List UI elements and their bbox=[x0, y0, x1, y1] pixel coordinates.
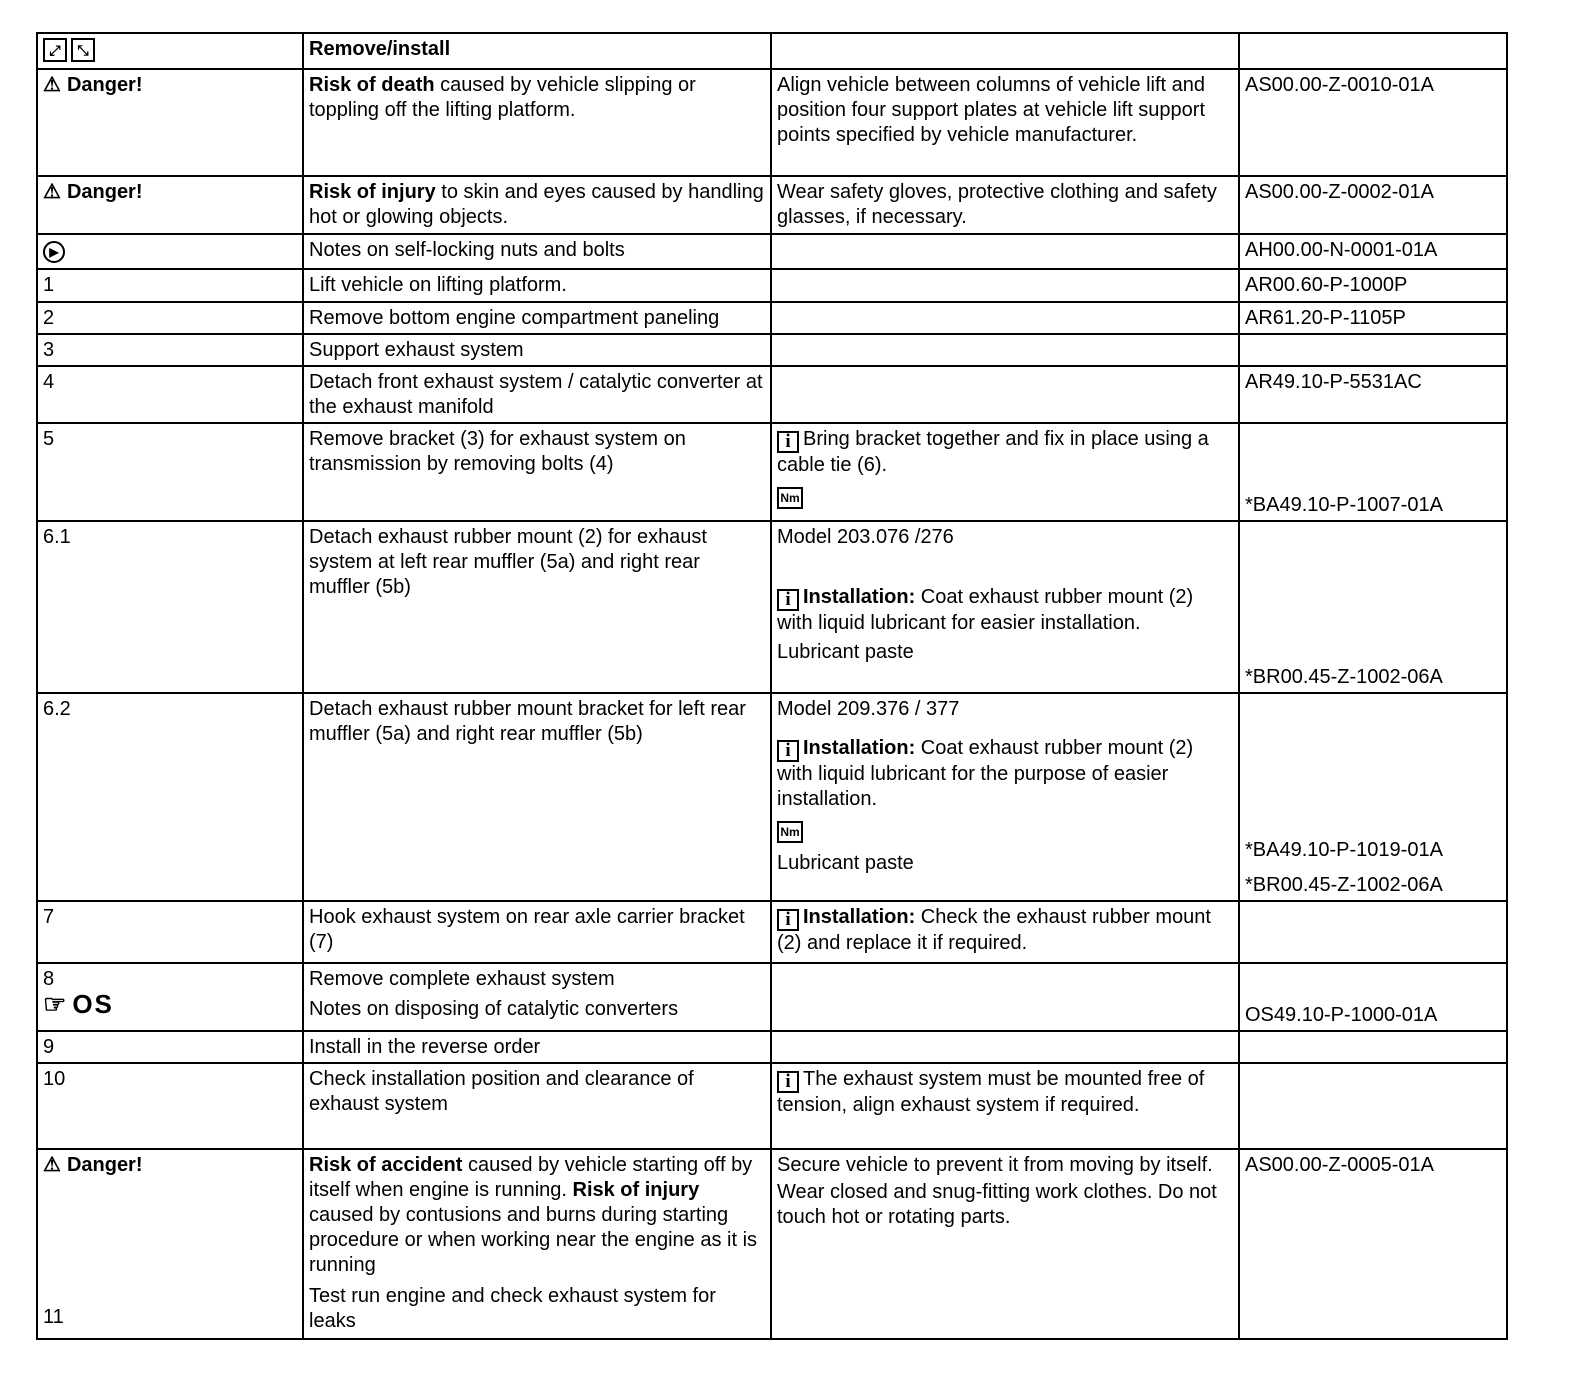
step-number: 4 bbox=[37, 366, 303, 423]
warning-triangle-icon: ⚠ bbox=[43, 74, 61, 96]
step-text: Install in the reverse order bbox=[303, 1031, 771, 1063]
step-text: Detach front exhaust system / catalytic converter at the exhaust manifold bbox=[303, 366, 771, 423]
table-row bbox=[37, 521, 1507, 693]
step-number: 2 bbox=[37, 302, 303, 334]
document-link[interactable]: *BA49.10-P-1019-01A bbox=[1245, 839, 1443, 861]
page-title: Remove/install bbox=[309, 38, 451, 60]
step-number: 10 bbox=[37, 1063, 303, 1149]
step-text: Remove bracket (3) for exhaust system on transmission by removing bolts (4) bbox=[303, 423, 771, 521]
document-link[interactable]: AS00.00-Z-0005-01A bbox=[1245, 1154, 1435, 1176]
os-text: Notes on disposing of catalytic converters bbox=[309, 998, 679, 1020]
lubricant-label: Lubricant paste bbox=[777, 641, 914, 663]
step-text: Lift vehicle on lifting platform. bbox=[303, 269, 771, 302]
table-header-row bbox=[37, 33, 1507, 69]
step-number: 6.1 bbox=[37, 521, 303, 693]
bolt-note-icon: ▶ bbox=[43, 241, 65, 263]
info-title: Installation: bbox=[803, 586, 916, 608]
info-icon: i bbox=[777, 740, 799, 762]
document-link[interactable]: AR61.20-P-1105P bbox=[1245, 307, 1406, 329]
model-label: Model 209.376 / 377 bbox=[777, 698, 960, 720]
info-text: Bring bracket together and fix in place using a cable tie (6). bbox=[777, 428, 1209, 476]
step-text: Remove bottom engine compartment paneling bbox=[303, 302, 771, 334]
info-icon: i bbox=[777, 589, 799, 611]
os-reference bbox=[43, 989, 297, 1019]
step-number: 7 bbox=[37, 901, 303, 963]
step-number: 8 bbox=[43, 968, 55, 990]
step-text: Detach exhaust rubber mount bracket for left rear muffler (5a) and right rear muffler (5b) bbox=[303, 693, 771, 901]
table-row bbox=[37, 366, 1507, 423]
table-row bbox=[37, 1031, 1507, 1063]
info-title: Installation: bbox=[803, 906, 916, 928]
risk-title: Risk of accident bbox=[309, 1154, 463, 1176]
danger-label: Danger! bbox=[66, 181, 143, 203]
table-row bbox=[37, 963, 1507, 1031]
risk-text: caused by vehicle slipping or toppling off the lifting platform. bbox=[309, 74, 696, 121]
table-row bbox=[37, 693, 1507, 901]
risk-text: caused by contusions and burns during starting procedure or when working near the engine as it is running bbox=[309, 1204, 758, 1276]
step-number: 9 bbox=[37, 1031, 303, 1063]
info-icon: i bbox=[777, 431, 799, 453]
action-text: Align vehicle between columns of vehicle lift and position four support plates at vehicle lift support points specified by vehicle manufacturer. bbox=[771, 69, 1239, 176]
table-row bbox=[37, 234, 1507, 269]
document-link[interactable]: *BA49.10-P-1007-01A bbox=[1245, 494, 1443, 516]
risk-text: to skin and eyes caused by handling hot or glowing objects. bbox=[309, 181, 764, 228]
document-link[interactable]: OS49.10-P-1000-01A bbox=[1245, 1004, 1438, 1026]
risk-title: Risk of death bbox=[309, 74, 435, 96]
collapse-icon[interactable]: ⤡ bbox=[71, 38, 95, 62]
info-text: The exhaust system must be mounted free of tension, align exhaust system if required. bbox=[777, 1068, 1205, 1116]
table-row bbox=[37, 269, 1507, 302]
step-text: Detach exhaust rubber mount (2) for exhaust system at left rear muffler (5a) and right rear muffler (5b) bbox=[303, 521, 771, 693]
action-text: Secure vehicle to prevent it from moving by itself. bbox=[777, 1154, 1213, 1176]
risk-title: Risk of injury bbox=[309, 181, 436, 203]
table-row bbox=[37, 423, 1507, 521]
info-icon: i bbox=[777, 909, 799, 931]
step-text: Notes on self-locking nuts and bolts bbox=[303, 234, 771, 269]
torque-icon: Nm bbox=[777, 487, 803, 509]
table-row bbox=[37, 69, 1507, 176]
document-link[interactable]: *BR00.45-Z-1002-06A bbox=[1245, 874, 1443, 896]
document-link[interactable]: AH00.00-N-0001-01A bbox=[1245, 239, 1438, 261]
step-text: Remove complete exhaust system bbox=[309, 968, 615, 990]
step-text: Check installation position and clearance of exhaust system bbox=[303, 1063, 771, 1149]
step-number: 6.2 bbox=[37, 693, 303, 901]
warning-triangle-icon: ⚠ bbox=[43, 1154, 61, 1176]
document-link[interactable]: AR00.60-P-1000P bbox=[1245, 274, 1408, 296]
risk-text: caused by vehicle starting off by itself when engine is running. bbox=[309, 1154, 753, 1201]
step-text: Hook exhaust system on rear axle carrier bracket (7) bbox=[303, 901, 771, 963]
step-number: 3 bbox=[37, 334, 303, 366]
procedure-table bbox=[36, 32, 1508, 1340]
step-number: 1 bbox=[37, 269, 303, 302]
document-link[interactable]: *BR00.45-Z-1002-06A bbox=[1245, 666, 1443, 688]
info-text: Coat exhaust rubber mount (2) with liquid lubricant for easier installation. bbox=[777, 586, 1194, 634]
table-row bbox=[37, 302, 1507, 334]
danger-label: Danger! bbox=[66, 74, 143, 96]
document-link[interactable]: AS00.00-Z-0002-01A bbox=[1245, 181, 1435, 203]
table-row bbox=[37, 334, 1507, 366]
action-text: Wear safety gloves, protective clothing and safety glasses, if necessary. bbox=[771, 176, 1239, 234]
step-number: 11 bbox=[43, 1306, 64, 1328]
step-number: 5 bbox=[37, 423, 303, 521]
step-text: Test run engine and check exhaust system for leaks bbox=[309, 1285, 716, 1332]
torque-icon: Nm bbox=[777, 821, 803, 843]
info-title: Installation: bbox=[803, 737, 916, 759]
info-text: Coat exhaust rubber mount (2) with liquid lubricant for the purpose of easier installation. bbox=[777, 737, 1194, 810]
action-text: Wear closed and snug-fitting work clothes. Do not touch hot or rotating parts. bbox=[777, 1181, 1217, 1228]
pointing-hand-icon: ☞ bbox=[43, 989, 69, 1019]
danger-label: Danger! bbox=[66, 1154, 143, 1176]
warning-triangle-icon: ⚠ bbox=[43, 181, 61, 203]
model-label: Model 203.076 /276 bbox=[777, 526, 954, 548]
step-text: Support exhaust system bbox=[303, 334, 771, 366]
os-label: OS bbox=[72, 989, 114, 1019]
table-row bbox=[37, 1149, 1507, 1339]
table-row bbox=[37, 1063, 1507, 1149]
table-row bbox=[37, 176, 1507, 234]
document-link[interactable]: AR49.10-P-5531AC bbox=[1245, 371, 1422, 393]
lubricant-label: Lubricant paste bbox=[777, 852, 914, 874]
table-row bbox=[37, 901, 1507, 963]
risk-title: Risk of injury bbox=[572, 1179, 700, 1201]
info-icon: i bbox=[777, 1071, 799, 1093]
expand-icon[interactable]: ⤢ bbox=[43, 38, 67, 62]
info-text: Check the exhaust rubber mount (2) and replace it if required. bbox=[777, 906, 1211, 954]
document-link[interactable]: AS00.00-Z-0010-01A bbox=[1245, 74, 1435, 96]
